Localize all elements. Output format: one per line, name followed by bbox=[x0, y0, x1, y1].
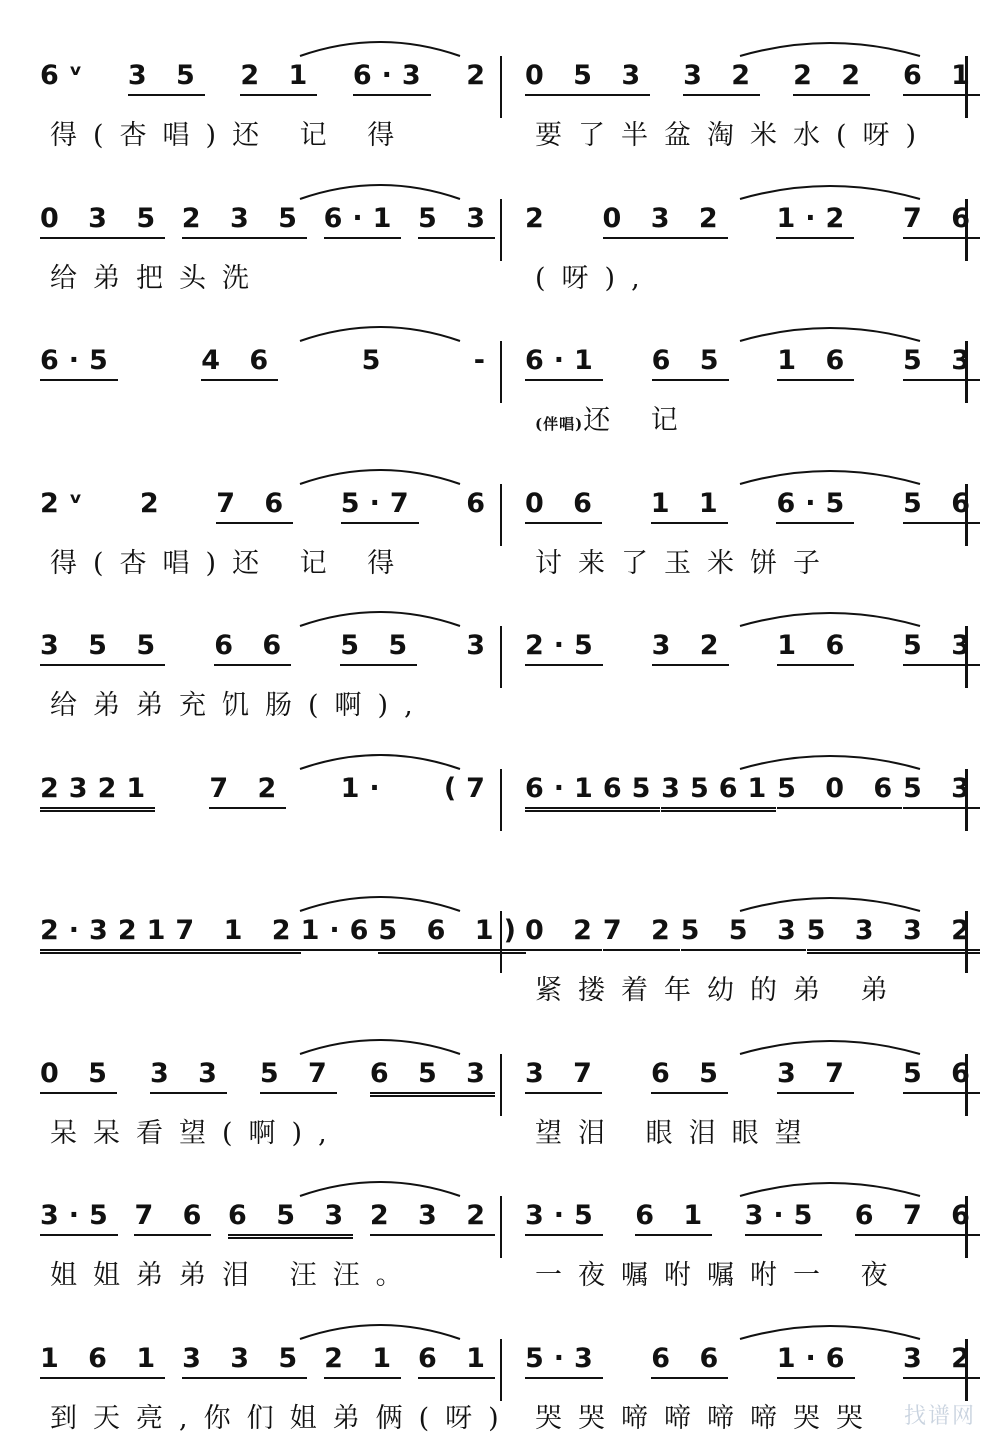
barline bbox=[965, 769, 968, 831]
note-group: 1 6 bbox=[777, 345, 854, 381]
note-group: 1· bbox=[340, 772, 390, 804]
note-group: 5 7 bbox=[260, 1058, 337, 1094]
lyric-text: 要了半盆淘米水(呀) bbox=[535, 120, 933, 151]
lyric-line-right bbox=[535, 1118, 990, 1150]
lyric-text: 一夜嘱咐嘱咐一 夜 bbox=[535, 1260, 904, 1291]
note-group: 0 2 bbox=[525, 915, 602, 951]
note-group: 6 6 bbox=[651, 1343, 728, 1379]
note-group: 6 7 6 bbox=[855, 1200, 980, 1236]
barline bbox=[500, 484, 502, 546]
barline bbox=[965, 1196, 968, 1258]
singer-tag: (伴唱) bbox=[535, 415, 584, 433]
note-group: 2 1 bbox=[324, 1343, 401, 1379]
lyric-text: 得(杏唱)还 记 得 bbox=[50, 547, 411, 579]
score-system bbox=[0, 163, 1000, 303]
note-group: 6·5 bbox=[40, 345, 118, 381]
note-group: 2321 bbox=[40, 773, 155, 812]
lyric-line-right bbox=[535, 548, 990, 580]
note-group: 2 1 bbox=[240, 60, 317, 96]
watermark: 找谱网 bbox=[903, 1404, 976, 1429]
barline bbox=[965, 1054, 968, 1116]
measure-right bbox=[525, 1200, 980, 1252]
note-group: 3 5 5 bbox=[40, 630, 165, 666]
lyric-text: 望泪 眼泪眼望 bbox=[535, 1117, 818, 1149]
measure-right bbox=[525, 1058, 980, 1110]
note-group: 7 6 bbox=[134, 1200, 211, 1236]
barline bbox=[965, 341, 968, 403]
measure-right bbox=[525, 60, 980, 112]
barline bbox=[965, 199, 968, 261]
barline bbox=[500, 769, 502, 831]
score-system bbox=[0, 590, 1000, 730]
lyric-line-left bbox=[50, 1402, 515, 1435]
note-group: 2 2 bbox=[793, 60, 870, 96]
measure-right bbox=[525, 630, 980, 682]
measure-left bbox=[40, 1200, 495, 1252]
note-group: 3 2 bbox=[683, 60, 760, 96]
measure-left bbox=[40, 630, 495, 682]
measure-left bbox=[40, 773, 495, 825]
measure-left bbox=[40, 488, 495, 540]
score-system bbox=[0, 1160, 1000, 1300]
lyric-text: 给弟把头洗 bbox=[50, 262, 265, 294]
note-group: 3561 bbox=[661, 773, 776, 812]
note-group: 5 bbox=[361, 345, 391, 376]
lyric-text: 紧搂着年幼的弟 弟 bbox=[535, 975, 904, 1006]
note-group: 7 6 bbox=[216, 488, 293, 524]
note-group: 0 5 3 bbox=[525, 60, 650, 96]
note-group: 3 7 bbox=[777, 1058, 854, 1094]
note-group: 6·1 bbox=[324, 203, 402, 239]
note-group: 6 1 bbox=[418, 1343, 495, 1379]
note-group: 3·5 bbox=[525, 1200, 603, 1236]
note-group: 5 0 6 bbox=[777, 773, 902, 809]
note-group: 5 5 bbox=[340, 630, 417, 666]
note-group: 6 1 bbox=[903, 60, 980, 96]
measure-left bbox=[40, 345, 495, 397]
note-group: 3 5 bbox=[128, 60, 205, 96]
lyric-line-right bbox=[535, 975, 990, 1007]
measure-left bbox=[40, 60, 495, 112]
note-group: 2·5 bbox=[525, 630, 603, 666]
note-group: 5·7 bbox=[341, 488, 419, 524]
note-group: 1 6 bbox=[777, 630, 854, 666]
measure-right bbox=[525, 773, 980, 825]
lyric-line-right bbox=[535, 405, 990, 440]
barline bbox=[500, 199, 502, 261]
score-system bbox=[0, 1018, 1000, 1158]
barline bbox=[500, 1196, 502, 1258]
note-group: 6 1 bbox=[635, 1200, 712, 1236]
lyric-text: 讨来了玉米饼子 bbox=[535, 547, 836, 579]
note-group: 5·3 bbox=[525, 1343, 603, 1379]
lyric-text: 还 记 bbox=[583, 405, 694, 436]
barline bbox=[965, 484, 968, 546]
note-group: 0 3 5 bbox=[40, 203, 165, 239]
note-group: 6·1 bbox=[525, 345, 603, 381]
note-group: 0 6 bbox=[525, 488, 602, 524]
lyric-line-right bbox=[535, 263, 990, 295]
lyric-line-right bbox=[535, 1260, 990, 1292]
note-group: 7 2 bbox=[603, 915, 680, 951]
note-group: 4 6 bbox=[201, 345, 278, 381]
note-group: 6·5 bbox=[776, 488, 854, 524]
note-group: 1·6 bbox=[777, 1343, 855, 1379]
note-group: 5 6 1) bbox=[378, 915, 526, 954]
note-group: 1 1 bbox=[651, 488, 728, 524]
note-group: 2 bbox=[139, 487, 169, 519]
measure-left bbox=[40, 1058, 495, 1110]
barline bbox=[500, 626, 502, 688]
note-group: 6·3 bbox=[353, 60, 431, 96]
note-group: 7 6 bbox=[903, 203, 980, 239]
note-group: 5 6 bbox=[903, 488, 980, 524]
note-group: 2 bbox=[525, 202, 554, 234]
note-group: 3 3 5 bbox=[182, 1343, 307, 1379]
note-group: 5 3 3 2 bbox=[807, 915, 980, 954]
note-group: 2·321 bbox=[40, 915, 175, 954]
note-group: 3·5 bbox=[745, 1200, 823, 1236]
note-group: 6ᵛ bbox=[40, 60, 93, 91]
note-group: 6 5 3 bbox=[370, 1058, 495, 1097]
note-group: - bbox=[473, 345, 495, 376]
note-group: 6 bbox=[466, 487, 495, 519]
note-group: 3 7 bbox=[525, 1058, 602, 1094]
score-system bbox=[0, 20, 1000, 160]
note-group: 7 2 bbox=[209, 773, 286, 809]
note-group: 6 5 bbox=[652, 345, 729, 381]
measure-right bbox=[525, 1343, 980, 1395]
barline bbox=[965, 56, 968, 118]
note-group: 6 5 3 bbox=[228, 1200, 353, 1239]
measure-right bbox=[525, 915, 980, 967]
barline bbox=[500, 341, 502, 403]
note-group: 5 3 bbox=[903, 630, 980, 666]
note-group: 3 2 bbox=[903, 1343, 980, 1379]
note-group: 1·2 bbox=[776, 203, 854, 239]
lyric-line-left bbox=[50, 548, 505, 580]
lyric-text: 到天亮,你们姐弟俩(呀) bbox=[50, 1402, 515, 1434]
lyric-text: (呀), bbox=[535, 262, 656, 294]
measure-left bbox=[40, 1343, 495, 1395]
lyric-line-right bbox=[535, 120, 990, 152]
note-group: 3 2 bbox=[652, 630, 729, 666]
barline bbox=[965, 1339, 968, 1401]
note-group: 5 3 bbox=[903, 773, 980, 809]
note-group: (7 bbox=[443, 772, 495, 804]
note-group: 5 3 bbox=[418, 203, 495, 239]
lyric-text: 给弟弟充饥肠(啊), bbox=[50, 690, 429, 721]
measure-right bbox=[525, 488, 980, 540]
note-group: 0 3 2 bbox=[603, 203, 728, 239]
note-group: 2ᵛ bbox=[40, 487, 93, 519]
lyric-line-left bbox=[50, 263, 505, 295]
note-group: 2 bbox=[466, 60, 495, 91]
measure-left bbox=[40, 915, 526, 967]
measure-right bbox=[525, 203, 980, 255]
note-group: 2 3 2 bbox=[370, 1200, 495, 1236]
note-group: 6·165 bbox=[525, 773, 660, 812]
note-group: 6 6 bbox=[214, 630, 291, 666]
lyric-line-left bbox=[50, 1118, 505, 1150]
note-group: 5 3 bbox=[903, 345, 980, 381]
score-system bbox=[0, 875, 1000, 1015]
lyric-text: 哭哭啼啼啼啼哭哭 bbox=[535, 1402, 879, 1434]
measure-right bbox=[525, 345, 980, 397]
note-group: 3 bbox=[466, 630, 495, 661]
note-group: 1 6 1 bbox=[40, 1343, 165, 1379]
note-group: 6 5 bbox=[651, 1058, 728, 1094]
note-group: 1·6 bbox=[301, 915, 379, 951]
note-group: 0 5 bbox=[40, 1058, 117, 1094]
note-group: 5 5 3 bbox=[681, 915, 806, 951]
lyric-text: 姐姐弟弟泪 汪汪。 bbox=[50, 1260, 419, 1291]
barline bbox=[500, 56, 502, 118]
measure-left bbox=[40, 203, 495, 255]
score-system bbox=[0, 305, 1000, 445]
barline bbox=[500, 1054, 502, 1116]
lyric-line-left bbox=[50, 120, 505, 152]
note-group: 5 6 bbox=[903, 1058, 980, 1094]
note-group: 3·5 bbox=[40, 1200, 118, 1236]
note-group: 2 3 5 bbox=[182, 203, 307, 239]
lyric-line-left bbox=[50, 1260, 505, 1292]
barline bbox=[965, 626, 968, 688]
lyric-text: 呆呆看望(啊), bbox=[50, 1117, 343, 1149]
note-group: 7 1 2 bbox=[175, 915, 300, 954]
barline bbox=[500, 911, 502, 973]
note-group: 3 3 bbox=[150, 1058, 227, 1094]
barline bbox=[500, 1339, 502, 1401]
score-system bbox=[0, 1303, 1000, 1443]
score-system bbox=[0, 733, 1000, 873]
lyric-text: 得(杏唱)还 记 得 bbox=[50, 120, 411, 151]
score-system bbox=[0, 448, 1000, 588]
lyric-line-left bbox=[50, 690, 505, 722]
barline bbox=[965, 911, 968, 973]
